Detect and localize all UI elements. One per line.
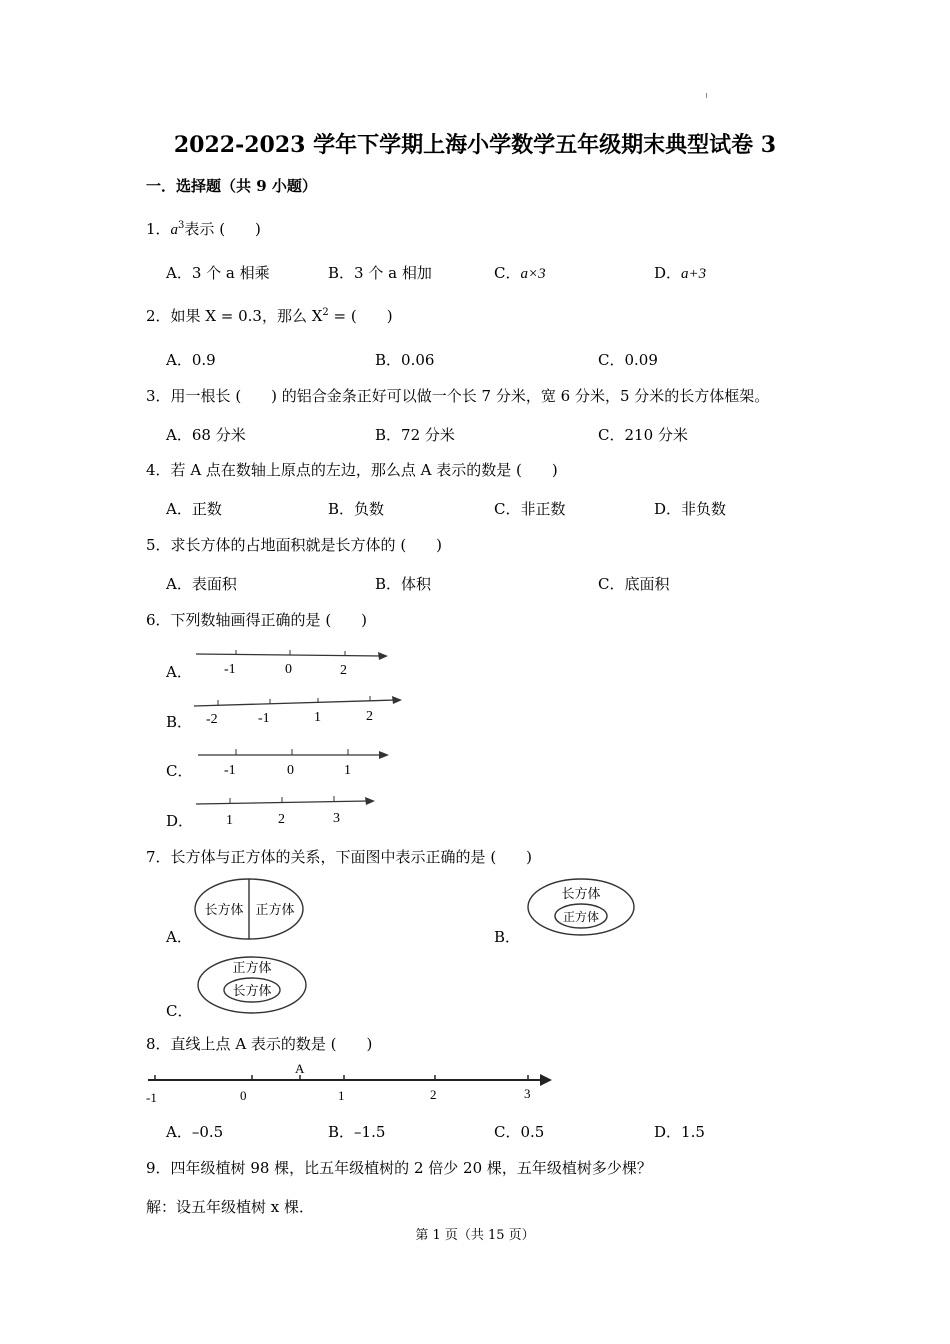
option-4b: B．负数 xyxy=(328,500,385,518)
venn-diagram-c xyxy=(194,954,310,1016)
tick-label: 2 xyxy=(340,663,347,678)
option-8d: D．1.5 xyxy=(654,1123,705,1141)
tick-label: -1 xyxy=(258,711,270,726)
option-1c: C．a×3 xyxy=(494,264,546,282)
tick-label: -1 xyxy=(146,1090,157,1105)
tick-label: 3 xyxy=(333,811,340,826)
option-6b-label: B． xyxy=(166,713,193,731)
option-6c-label: C． xyxy=(166,762,193,780)
tick-label: 1 xyxy=(226,813,233,828)
arrow-head xyxy=(392,696,402,704)
option-3b: B．72 分米 xyxy=(375,426,455,444)
option-1a: A．3 个 a 相乘 xyxy=(166,264,270,282)
set-label: 长方体 xyxy=(204,902,244,917)
option-4d: D．非负数 xyxy=(654,500,727,518)
option-3a: A．68 分米 xyxy=(166,426,246,444)
number-line-a xyxy=(192,646,392,680)
tick-label: 1 xyxy=(314,710,321,725)
option-7b-label: B． xyxy=(494,928,521,946)
arrow-head xyxy=(379,751,389,759)
option-8c: C．0.5 xyxy=(494,1123,545,1141)
question-5: 5．求长方体的占地面积就是长方体的 ( ) xyxy=(146,536,443,554)
tick-label: 0 xyxy=(240,1088,247,1103)
corner-mark xyxy=(706,93,707,98)
venn-diagram-b xyxy=(524,876,638,938)
arrow-head xyxy=(365,797,375,805)
tick-label: 2 xyxy=(430,1087,437,1102)
option-1b: B．3 个 a 相加 xyxy=(328,264,432,282)
option-5a: A．表面积 xyxy=(166,575,237,593)
tick-label: 2 xyxy=(278,812,285,827)
tick-label: 0 xyxy=(287,763,294,778)
inner-set-label: 正方体 xyxy=(562,910,600,924)
inner-set-label: 长方体 xyxy=(232,983,272,998)
option-6d-label: D． xyxy=(166,812,194,830)
tick-label: 2 xyxy=(366,709,373,724)
question-6: 6．下列数轴画得正确的是 ( ) xyxy=(146,611,368,629)
option-2c: C．0.09 xyxy=(598,351,658,369)
point-label: A xyxy=(295,1061,305,1076)
number-line-d xyxy=(192,794,382,828)
page-footer: 第 1 页（共 15 页） xyxy=(415,1228,535,1243)
number-line-b xyxy=(192,692,406,728)
outer-set-label: 正方体 xyxy=(232,960,272,975)
tick-label: 1 xyxy=(338,1088,345,1103)
option-8a: A．–0.5 xyxy=(166,1123,224,1141)
outer-set-label: 长方体 xyxy=(561,886,601,901)
question-9: 9．四年级植树 98 棵，比五年级植树的 2 倍少 20 棵，五年级植树多少棵？ xyxy=(146,1159,652,1177)
question-1: 1．$a^3$表示 ( ) xyxy=(146,220,261,238)
option-7a-label: A． xyxy=(166,928,192,946)
option-5c: C．底面积 xyxy=(598,575,670,593)
question-4: 4．若 A 点在数轴上原点的左边，那么点 A 表示的数是 ( ) xyxy=(146,461,558,479)
question-3: 3．用一根长 ( ) 的铝合金条正好可以做一个长 7 分米，宽 6 分米，5 分米的长方体框架。 xyxy=(146,387,770,405)
option-1d: D．a+3 xyxy=(654,264,707,282)
number-line-q8 xyxy=(142,1060,558,1108)
question-7: 7．长方体与正方体的关系，下面图中表示正确的是 ( ) xyxy=(146,848,533,866)
question-2: 2．如果 X = 0.3，那么 $X^2$ = ( ) xyxy=(146,307,393,325)
tick-label: -1 xyxy=(224,662,236,677)
option-2a: A．0.9 xyxy=(166,351,216,369)
tick-label: -1 xyxy=(224,763,236,778)
tick-label: 0 xyxy=(285,662,292,677)
solution-line: 解：设五年级植树 x 棵． xyxy=(146,1198,314,1216)
set-label: 正方体 xyxy=(255,902,295,917)
axis-line xyxy=(196,654,382,656)
question-8: 8．直线上点 A 表示的数是 ( ) xyxy=(146,1035,373,1053)
option-6a-label: A． xyxy=(166,663,192,681)
tick-label: 3 xyxy=(524,1086,531,1101)
number-line-c xyxy=(192,744,392,778)
tick-label: 1 xyxy=(344,763,351,778)
option-7c-label: C． xyxy=(166,1002,193,1020)
option-4c: C．非正数 xyxy=(494,500,566,518)
section-heading: 一．选择题（共 9 小题） xyxy=(146,177,317,195)
option-2b: B．0.06 xyxy=(375,351,435,369)
page-title: 2022-2023 学年下学期上海小学数学五年级期末典型试卷 3 xyxy=(173,132,777,158)
option-3c: C．210 分米 xyxy=(598,426,688,444)
axis-line xyxy=(194,700,396,706)
option-4a: A．正数 xyxy=(166,500,222,518)
arrow-head xyxy=(540,1074,552,1086)
tick-label: -2 xyxy=(206,712,218,727)
option-8b: B．–1.5 xyxy=(328,1123,386,1141)
venn-diagram-a xyxy=(192,876,308,942)
arrow-head xyxy=(378,652,388,660)
option-5b: B．体积 xyxy=(375,575,432,593)
